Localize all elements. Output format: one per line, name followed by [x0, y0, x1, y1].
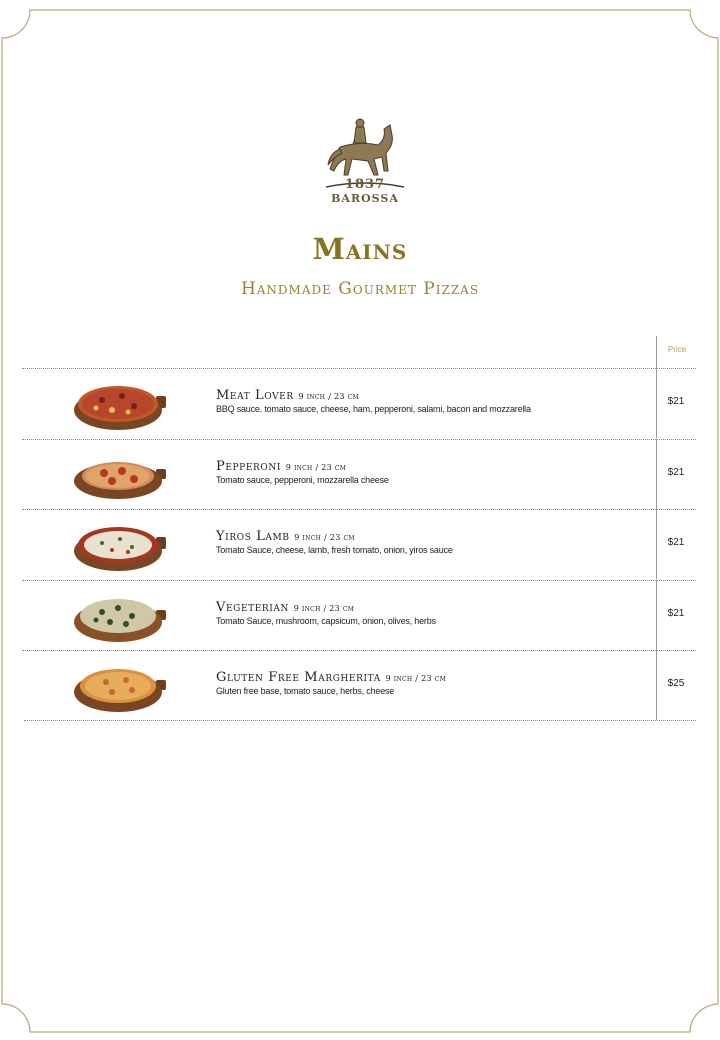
row-divider: [22, 580, 696, 581]
pepperoni-pizza-icon: [72, 447, 168, 503]
item-description: Gluten free base, tomato sauce, herbs, cheese: [216, 686, 395, 696]
row-divider: [22, 368, 696, 369]
item-description: Tomato Sauce, cheese, lamb, fresh tomato, onion, yiros sauce: [216, 545, 453, 555]
item-name: Gluten Free Margherita 9 inch / 23 cm: [216, 670, 447, 685]
page-title: Mains: [312, 232, 408, 266]
row-divider: [22, 439, 696, 440]
item-name: Yiros Lamb 9 inch / 23 cm: [216, 529, 355, 544]
menu-item: [22, 439, 696, 509]
item-description: BBQ sauce. tomato sauce, cheese, ham, pepperoni, salami, bacon and mozzarella: [216, 404, 531, 414]
item-size: 9 inch / 23 cm: [294, 533, 355, 542]
brand-year: 1837: [344, 177, 386, 192]
item-name: Vegeterian 9 inch / 23 cm: [216, 600, 355, 615]
menu-item: [22, 650, 696, 720]
item-description: Tomato sauce, pepperoni, mozzarella cheese: [216, 475, 389, 485]
menu-item: [22, 509, 696, 579]
item-size: 9 inch / 23 cm: [285, 463, 347, 472]
item-price: $21: [667, 467, 685, 478]
price-header-label: Price: [667, 345, 687, 354]
table-bottom-divider: [24, 720, 696, 721]
yiros-lamb-pizza-icon: [72, 517, 168, 573]
item-price: $21: [667, 396, 685, 407]
item-description: Tomato Sauce, mushroom, capsicum, onion, olives, herbs: [216, 616, 436, 626]
item-size: 9 inch / 23 cm: [293, 604, 355, 613]
page-subtitle: Handmade Gourmet Pizzas: [240, 279, 480, 299]
vegetarian-pizza-icon: [72, 588, 168, 644]
item-size: 9 inch / 23 cm: [385, 674, 447, 683]
item-size: 9 inch / 23 cm: [298, 392, 359, 401]
menu-item: [22, 580, 696, 650]
row-divider: [22, 650, 696, 651]
row-divider: [22, 509, 696, 510]
item-price: $21: [667, 608, 685, 619]
price-column-header: [656, 336, 697, 368]
meat-lover-pizza-icon: [72, 376, 168, 432]
item-price: $21: [667, 537, 685, 548]
margherita-pizza-icon: [72, 658, 168, 714]
item-name: Meat Lover 9 inch / 23 cm: [216, 388, 359, 403]
menu-item: [22, 368, 696, 438]
item-name: Pepperoni 9 inch / 23 cm: [216, 459, 347, 474]
brand-name: BAROSSA: [331, 192, 399, 205]
item-price: $25: [667, 678, 685, 689]
